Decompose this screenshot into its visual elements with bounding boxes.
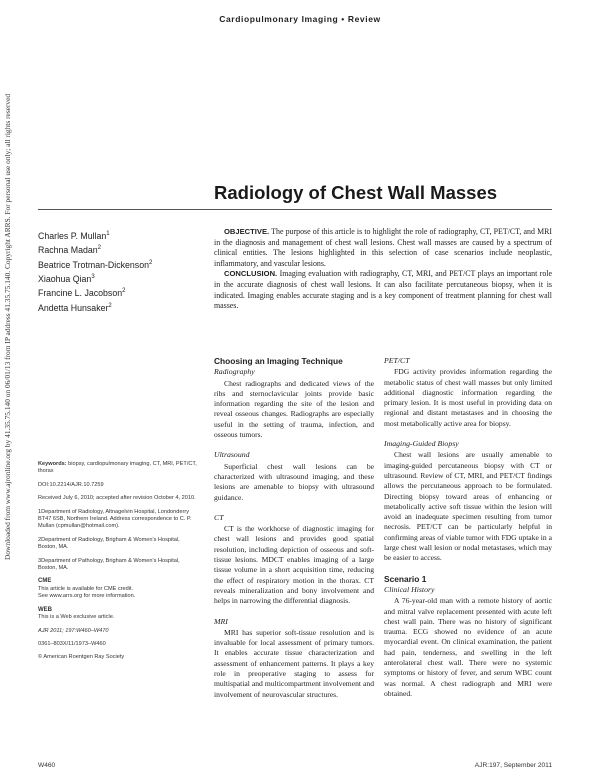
section-heading: Choosing an Imaging Technique [214,356,343,366]
cme-block: CME This article is available for CME credit. See www.arrs.org for more information. [38,578,136,600]
page-number: W460 [38,762,56,769]
issn: 0361–803X/11/1973–W460 [38,640,106,647]
abstract [214,227,552,312]
paragraph: MRI has superior soft-tissue resolution and is invaluable for local assessment of primary tumors. It enables accurate tissue characterization and assessment of enhancement patterns. It plays a key role in preoperative staging to assess for multispatial and multicompartment involvement and involvement of neurovascular structures. [214,627,374,699]
subsection-heading: Imaging-Guided Biopsy [384,439,459,449]
affiliation-3: 3Department of Pathology, Brigham & Women's Hospital, Boston, MA. [38,557,180,572]
author-name: Rachna Madan$^2$ [38,245,102,256]
web-block: WEB This is a Web exclusive article. [38,606,115,621]
citation: AJR 2011; 197:W460–W470 [38,627,109,634]
keywords: Keywords: biopsy, cardiopulmonary imaging, CT, MRI, PET/CT, thorax [38,461,197,475]
subsection-heading: Radiography [214,367,255,377]
article-metadata [38,461,198,668]
body-column-left [214,356,374,700]
subsection-heading: Ultrasound [214,450,250,460]
author-name: Charles P. Mullan$^1$ [38,230,110,241]
author-name: Xiaohua Qian$^3$ [38,273,95,284]
title-divider [38,209,552,210]
subsection-heading: CT [214,512,224,522]
doi: DOI:10.2214/AJR.10.7259 [38,481,104,488]
subsection-heading: MRI [214,616,228,626]
paragraph: FDG activity provides information regarding the metabolic status of chest wall masses but only limited additional diagnostic information regarding the primary lesion. It is most useful in providing data on regional and distant metastases and in choosing the most metabolically active area for biopsy. [384,367,552,428]
paragraph: CT is the workhorse of diagnostic imaging for chest wall lesions and provides good spatial resolution, including depiction of osseous and soft-tissue lesions. MDCT enables imaging of a large tissue volume in a short acquisition time, reducing the effect of respiratory motion in the thorax. CT reveals mineralization and bony involvement and helps in narrowing the differential diagnosis. [214,524,374,606]
download-notice: Downloaded from www.ajronline.org by 41.35.75.140 on 06/01/13 from IP address 41.35.75.140. Copyright ARRS. For personal use only; all rights reserved [3,93,12,560]
section-heading: Scenario 1 [384,573,427,584]
author-name: Francine L. Jacobson$^2$ [38,288,126,299]
received-date: Received July 6, 2010; accepted after revision October 4, 2010. [38,495,196,502]
paragraph: A 76-year-old man with a remote history of aortic and mitral valve replacement presented with acute left chest wall pain. There was no history of significant trauma. ECG showed no evidence of an acute myocardial event. On clinical examination, the patient had pain, tenderness, and swelling in the left anterolateral chest wall. There were no systemic symptoms or history of fever, and serum WBC count was normal. A chest radiograph and MRI were obtained. [384,596,552,698]
author-name: Andetta Hunsaker$^2$ [38,302,112,313]
affiliation-1: 1Department of Radiology, Altnagelvin Hospital, Londonderry BT47 6SB, Northern Ireland. Address correspondence to C. P. Mullan (cpmullan@hotmail.com). [38,508,192,530]
subsection-heading: Clinical History [384,584,435,594]
abstract-objective: OBJECTIVE. The purpose of this article is to highlight the role of radiography, CT, PET/CT, and MRI in the diagnosis and management of chest wall lesions. Chest wall masses are caused by a spectrum of clinical entities. The lesions highlighted in this selection of case scenarios include neoplastic, inflammatory, and vascular lesions. [214,227,552,268]
copyright: © American Roentgen Ray Society [38,654,125,661]
affiliation-2: 2Department of Radiology, Brigham & Women's Hospital, Boston, MA. [38,536,180,551]
body-column-right [384,356,552,699]
running-head: Cardiopulmonary Imaging • Review [219,14,381,24]
abstract-conclusion: CONCLUSION. Imaging evaluation with radiography, CT, MRI, and PET/CT plays an important role in the accurate diagnosis of chest wall lesions. It can also facilitate percutaneous biopsy, when it is indicated. Imaging enables accurate staging and is a key component of treatment planning for chest wall masses. [214,269,552,311]
author-name: Beatrice Trotman-Dickenson$^2$ [38,259,153,270]
paragraph: Chest radiographs and dedicated views of the ribs and sternoclavicular joints provide basic information regarding the site of the lesion and reveal osseous changes. Radiographs are especially useful in the setting of trauma, infection, and osseous tumors. [214,378,374,440]
subsection-heading: PET/CT [384,356,410,365]
author-list [38,228,203,314]
paragraph: Chest wall lesions are usually amenable to imaging-guided percutaneous biopsy with CT or ultrasound. Review of CT, MRI, and PET/CT findings allows the percutaneous approach to be formulated. Directing biopsy toward areas of enhancing or metabolically active soft tissue within the lesion will avoid an inadequate specimen resulting from tumor necrosis. PET/CT can be particularly helpful in confirming areas of viable tumor with FDG uptake in a large chest wall lesion or nodal metastases, which may be easier to access. [384,450,552,563]
article-title: Radiology of Chest Wall Masses [214,182,498,203]
journal-footer: AJR:197, September 2011 [474,762,552,769]
paragraph: Superficial chest wall lesions can be characterized with ultrasound imaging, and these lesions are amenable to biopsy with ultrasound guidance. [214,461,374,502]
